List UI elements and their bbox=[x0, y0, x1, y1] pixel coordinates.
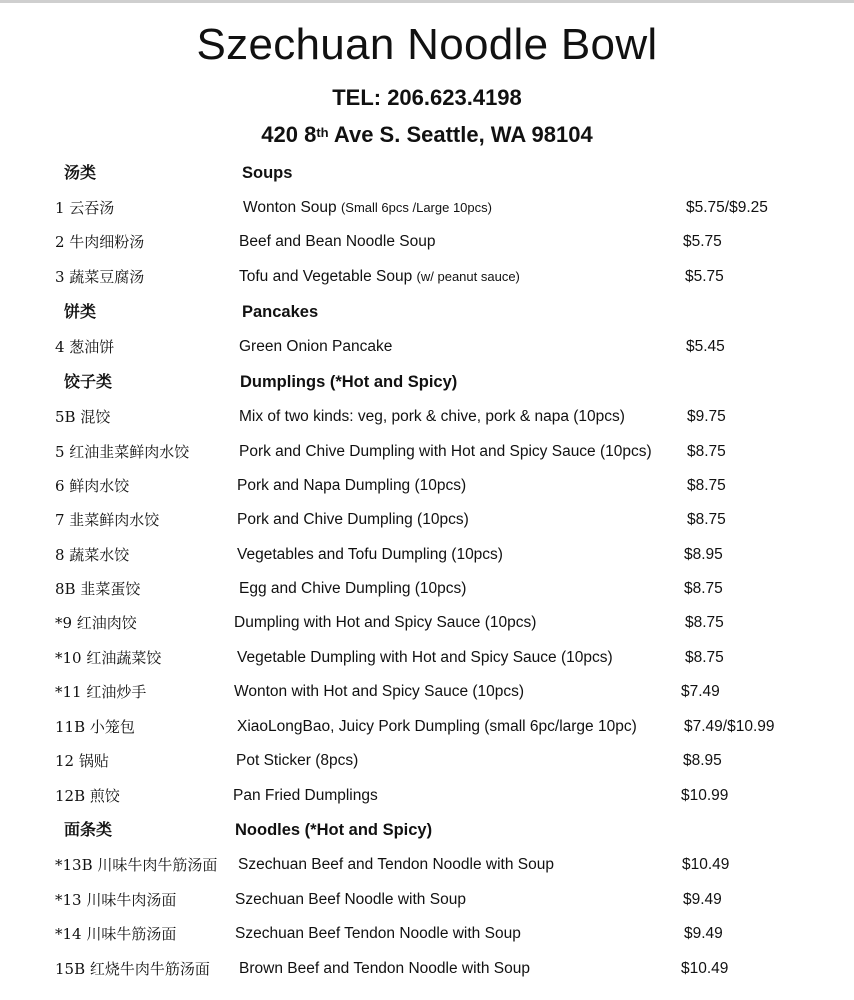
name-text: Dumpling with Hot and Spicy Sauce (10pcs) bbox=[234, 614, 537, 631]
item-name-english bbox=[235, 888, 466, 912]
item-name-chinese: 5B 混饺 bbox=[55, 408, 111, 426]
name-text: Soups bbox=[242, 164, 293, 182]
item-price: $7.49 bbox=[681, 683, 720, 700]
item-price: $10.99 bbox=[681, 787, 729, 804]
name-text: Pot Sticker (8pcs) bbox=[236, 752, 359, 769]
name-text: Szechuan Beef Noodle with Soup bbox=[235, 891, 466, 908]
menu-category bbox=[0, 161, 854, 185]
menu-item bbox=[0, 784, 854, 808]
item-name-english bbox=[236, 749, 358, 773]
address-ordinal: th bbox=[316, 125, 329, 140]
item-price: $8.75 bbox=[685, 614, 724, 631]
menu-item bbox=[0, 405, 854, 429]
name-text: Brown Beef and Tendon Noodle with Soup bbox=[239, 960, 530, 977]
address-number: 420 8 bbox=[261, 122, 317, 147]
menu-category bbox=[0, 818, 854, 842]
item-name-english bbox=[238, 853, 554, 877]
item-price: $8.75 bbox=[687, 477, 726, 494]
name-text: Vegetables and Tofu Dumpling (10pcs) bbox=[237, 546, 503, 563]
item-price: $10.49 bbox=[682, 856, 730, 873]
name-text: Pork and Chive Dumpling (10pcs) bbox=[237, 511, 469, 528]
item-name-english bbox=[239, 265, 520, 289]
item-price: $9.75 bbox=[687, 408, 726, 425]
item-name-chinese: 2 牛肉细粉汤 bbox=[55, 233, 145, 251]
name-text: Tofu and Vegetable Soup bbox=[239, 268, 417, 285]
item-name-chinese: *11 红油炒手 bbox=[55, 683, 147, 701]
name-text: Mix of two kinds: veg, pork & chive, pork & napa (10pcs) bbox=[239, 408, 625, 425]
item-name-english bbox=[239, 335, 392, 359]
menu-item bbox=[0, 474, 854, 498]
name-text: Noodles (*Hot and Spicy) bbox=[235, 821, 433, 839]
item-name-chinese: 11B 小笼包 bbox=[55, 718, 135, 736]
category-name-english bbox=[240, 370, 457, 394]
item-price: $5.75 bbox=[685, 268, 724, 285]
name-text: Pan Fried Dumplings bbox=[233, 787, 378, 804]
name-text: Pork and Napa Dumpling (10pcs) bbox=[237, 477, 467, 494]
item-name-chinese: *14 川味牛筋汤面 bbox=[55, 925, 177, 943]
menu-item bbox=[0, 749, 854, 773]
name-text: Beef and Bean Noodle Soup bbox=[239, 233, 436, 250]
name-text: Vegetable Dumpling with Hot and Spicy Sauce (10pcs) bbox=[237, 649, 613, 666]
item-price: $8.75 bbox=[684, 580, 723, 597]
item-price: $5.75 bbox=[683, 233, 722, 250]
item-price: $8.95 bbox=[683, 752, 722, 769]
category-name-english bbox=[235, 818, 432, 842]
item-name-chinese: 6 鲜肉水饺 bbox=[55, 477, 130, 495]
category-name-english bbox=[242, 161, 292, 185]
menu-item bbox=[0, 715, 854, 739]
item-name-chinese: 3 蔬菜豆腐汤 bbox=[55, 268, 145, 286]
menu-category bbox=[0, 300, 854, 324]
item-name-chinese: 15B 红烧牛肉牛筋汤面 bbox=[55, 960, 210, 978]
item-name-english bbox=[239, 440, 652, 464]
item-name-english bbox=[237, 543, 503, 567]
menu-item bbox=[0, 611, 854, 635]
item-name-chinese: 4 葱油饼 bbox=[55, 338, 115, 356]
top-border bbox=[0, 0, 854, 3]
item-price: $10.49 bbox=[681, 960, 729, 977]
menu-item bbox=[0, 853, 854, 877]
menu-item bbox=[0, 196, 854, 220]
menu-item bbox=[0, 680, 854, 704]
name-text: Dumplings (*Hot and Spicy) bbox=[240, 373, 458, 391]
item-name-english bbox=[237, 715, 637, 739]
address bbox=[0, 120, 854, 150]
menu-category bbox=[0, 370, 854, 394]
item-name-english bbox=[239, 405, 625, 429]
item-name-chinese: *9 红油肉饺 bbox=[55, 614, 137, 632]
menu-item bbox=[0, 508, 854, 532]
item-price: $9.49 bbox=[684, 925, 723, 942]
item-name-chinese: *13 川味牛肉汤面 bbox=[55, 891, 177, 909]
portion-note: (Small 6pcs /Large 10pcs) bbox=[340, 200, 492, 215]
category-name-chinese: 面条类 bbox=[64, 820, 113, 839]
item-name-chinese: 7 韭菜鲜肉水饺 bbox=[55, 511, 160, 529]
menu-item bbox=[0, 335, 854, 359]
item-name-chinese: 12 锅贴 bbox=[55, 752, 109, 770]
item-name-chinese: 12B 煎饺 bbox=[55, 787, 120, 805]
name-text: Wonton with Hot and Spicy Sauce (10pcs) bbox=[234, 683, 525, 700]
item-name-english bbox=[237, 474, 466, 498]
item-name-chinese: 5 红油韭菜鲜肉水饺 bbox=[55, 443, 190, 461]
category-name-chinese: 饼类 bbox=[64, 302, 97, 321]
name-text: Szechuan Beef and Tendon Noodle with Soup bbox=[238, 856, 554, 873]
menu-item bbox=[0, 888, 854, 912]
name-text: XiaoLongBao, Juicy Pork Dumpling (small 6pc/large 10pc) bbox=[237, 718, 637, 735]
item-name-english bbox=[233, 784, 378, 808]
item-name-english bbox=[243, 196, 492, 220]
item-name-english bbox=[237, 646, 613, 670]
item-price: $8.75 bbox=[687, 443, 726, 460]
item-name-english bbox=[239, 577, 466, 601]
menu-item bbox=[0, 265, 854, 289]
item-price: $7.49/$10.99 bbox=[684, 718, 775, 735]
restaurant-name: Szechuan Noodle Bowl bbox=[196, 20, 658, 69]
category-name-chinese: 饺子类 bbox=[64, 372, 113, 391]
category-name-chinese: 汤类 bbox=[64, 163, 97, 182]
item-name-english bbox=[234, 611, 536, 635]
item-name-english bbox=[239, 230, 436, 254]
menu-item bbox=[0, 957, 854, 981]
name-text: Pork and Chive Dumpling with Hot and Spicy Sauce (10pcs) bbox=[239, 443, 652, 460]
item-name-english bbox=[237, 508, 469, 532]
menu-item bbox=[0, 922, 854, 946]
item-price: $8.75 bbox=[685, 649, 724, 666]
address-rest: Ave S. Seattle, WA 98104 bbox=[328, 122, 593, 147]
item-name-chinese: *13B 川味牛肉牛筋汤面 bbox=[55, 856, 218, 874]
item-name-chinese: *10 红油蔬菜饺 bbox=[55, 649, 162, 667]
item-price: $8.75 bbox=[687, 511, 726, 528]
menu-item bbox=[0, 577, 854, 601]
item-name-chinese: 8B 韭菜蛋饺 bbox=[55, 580, 141, 598]
menu-item bbox=[0, 543, 854, 567]
name-text: Szechuan Beef Tendon Noodle with Soup bbox=[235, 925, 521, 942]
item-name-english bbox=[239, 957, 530, 981]
item-price: $5.45 bbox=[686, 338, 725, 355]
item-name-chinese: 1 云吞汤 bbox=[55, 199, 115, 217]
name-text: Egg and Chive Dumpling (10pcs) bbox=[239, 580, 467, 597]
category-name-english bbox=[242, 300, 318, 324]
menu-item bbox=[0, 230, 854, 254]
item-name-english bbox=[234, 680, 524, 704]
name-text: Green Onion Pancake bbox=[239, 338, 393, 355]
item-price: $5.75/$9.25 bbox=[686, 199, 768, 216]
name-text: Pancakes bbox=[242, 303, 319, 321]
item-name-chinese: 8 蔬菜水饺 bbox=[55, 546, 130, 564]
item-name-english bbox=[235, 922, 521, 946]
phone-number: TEL: 206.623.4198 bbox=[332, 85, 522, 110]
item-price: $8.95 bbox=[684, 546, 723, 563]
menu-item bbox=[0, 440, 854, 464]
portion-note: (w/ peanut sauce) bbox=[416, 269, 520, 284]
menu-item bbox=[0, 646, 854, 670]
name-text: Wonton Soup bbox=[243, 199, 341, 216]
item-price: $9.49 bbox=[683, 891, 722, 908]
